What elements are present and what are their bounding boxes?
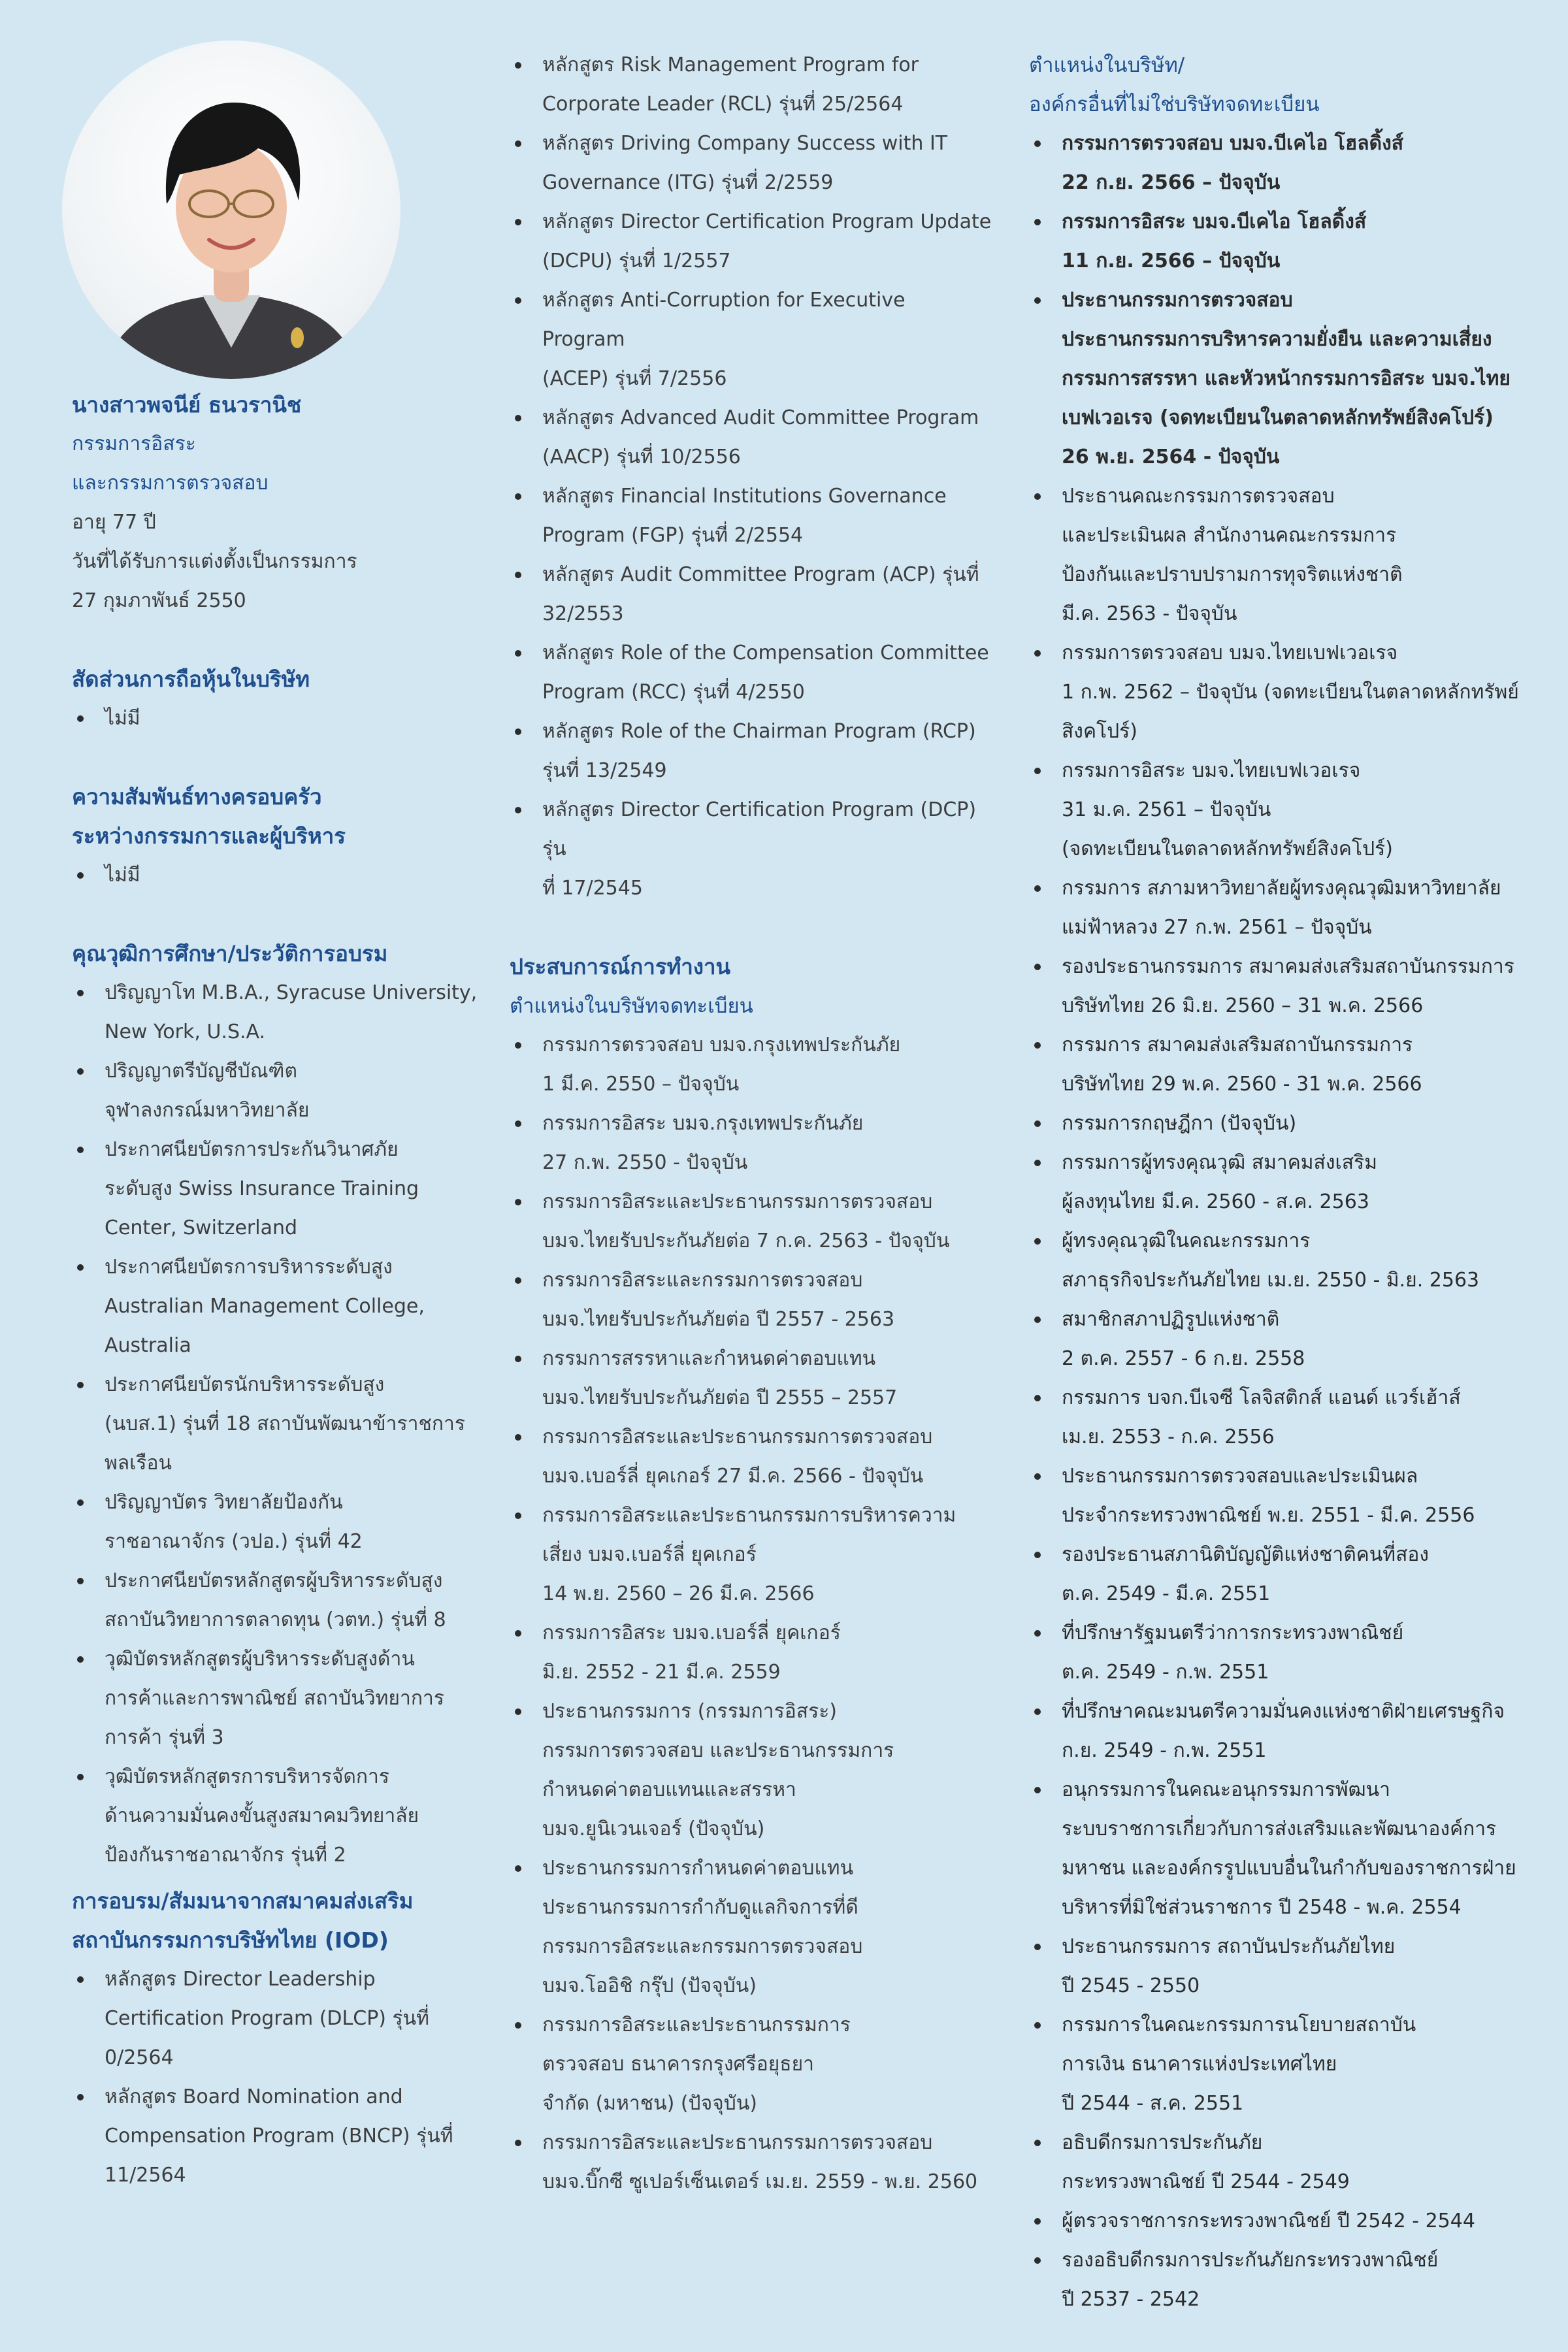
other-position-item-line: ประธานกรรมการตรวจสอบ (1062, 289, 1293, 312)
education-item-line: ด้านความมั่นคงขั้นสูงสมาคมวิทยาลัย (105, 1805, 419, 1827)
iod-course-item-line: หลักสูตร Role of the Chairman Program (RCP) (542, 720, 976, 743)
listed-position-item-line: เสี่ยง บมจ.เบอร์ลี่ ยุคเกอร์ (542, 1543, 757, 1566)
listed-position-item (510, 1261, 993, 1339)
listed-position-item (510, 1849, 993, 2006)
other-position-item (1029, 751, 1552, 869)
iod-course-item-line: หลักสูตร Financial Institutions Governance (542, 485, 947, 508)
other-position-item-line: ต.ค. 2549 - ก.พ. 2551 (1062, 1661, 1269, 1684)
listed-position-item-line: ประธานกรรมการกำหนดค่าตอบแทน (542, 1857, 854, 1880)
other-position-item (1029, 477, 1552, 634)
other-position-item-line: ผู้ลงทุนไทย มี.ค. 2560 - ส.ค. 2563 (1062, 1190, 1369, 1213)
other-position-item-line: กรรมการตรวจสอบ บมจ.ไทยเบฟเวอเรจ (1062, 642, 1398, 664)
listed-position-item-line: กรรมการตรวจสอบ บมจ.กรุงเทพประกันภัย (542, 1034, 901, 1056)
other-position-item (1029, 1143, 1552, 1222)
listed-position-item-line: กรรมการอิสระ บมจ.เบอร์ลี่ ยุคเกอร์ (542, 1622, 841, 1644)
education-item (72, 1483, 490, 1561)
other-position-item-line: 1 ก.พ. 2562 – ปัจจุบัน (จดทะเบียนในตลาดหลักทรัพย์ (1062, 681, 1519, 704)
other-position-item (1029, 2006, 1552, 2123)
other-position-item-line: กระทรวงพาณิชย์ ปี 2544 - 2549 (1062, 2170, 1350, 2193)
listed-position-item-line: กำหนดค่าตอบแทนและสรรหา (542, 1778, 796, 1801)
listed-position-item-line: บมจ.ไทยรับประกันภัยต่อ ปี 2555 – 2557 (542, 1386, 898, 1409)
iod-title-1: การอบรม/สัมมนาจากสมาคมส่งเสริม (72, 1888, 414, 1914)
other-position-item (1029, 1927, 1552, 2006)
iod-course-item-line: หลักสูตร Audit Committee Program (ACP) รุ่นที่ (542, 563, 979, 586)
director-portrait (62, 41, 400, 379)
other-position-item (1029, 1692, 1552, 1771)
listed-position-item-line: บมจ.ไทยรับประกันภัยต่อ 7 ก.ค. 2563 - ปัจจุบัน (542, 1230, 950, 1252)
education-item-line: ระดับสูง Swiss Insurance Training (105, 1177, 419, 1200)
iod-course-item (510, 555, 993, 634)
other-position-item (1029, 947, 1552, 1026)
iod-course-item-line: หลักสูตร Director Leadership (105, 1968, 376, 1991)
other-position-item (1029, 2241, 1552, 2319)
other-position-item (1029, 1104, 1552, 1143)
other-position-item-line: อธิบดีกรมการประกันภัย (1062, 2131, 1263, 2154)
listed-position-item-line: บมจ.ไทยรับประกันภัยต่อ ปี 2557 - 2563 (542, 1308, 895, 1331)
iod-course-item (510, 634, 993, 712)
other-position-item-line: มหาชน และองค์กรรูปแบบอื่นในกำกับของราชการฝ่าย (1062, 1857, 1516, 1880)
other-position-item (1029, 1026, 1552, 1104)
iod-course-item-line: หลักสูตร Risk Management Program for (542, 54, 919, 76)
other-position-item-line: ที่ปรึกษาคณะมนตรีความมั่นคงแห่งชาติฝ่ายเศรษฐกิจ (1062, 1700, 1505, 1723)
other-position-item-line: ประจำกระทรวงพาณิชย์ พ.ย. 2551 - มี.ค. 2556 (1062, 1504, 1475, 1527)
iod-course-item-line: (AACP) รุ่นที่ 10/2556 (542, 446, 741, 468)
other-position-item-line: กรรมการอิสระ บมจ.ไทยเบฟเวอเรจ (1062, 759, 1361, 782)
other-position-item-line: 31 ม.ค. 2561 – ปัจจุบัน (1062, 798, 1271, 821)
iod-course-item (510, 399, 993, 477)
listed-position-item (510, 2006, 993, 2123)
education-item-line: วุฒิบัตรหลักสูตรผู้บริหารระดับสูงด้าน (105, 1648, 415, 1671)
listed-position-item-line: มิ.ย. 2552 - 21 มี.ค. 2559 (542, 1661, 781, 1684)
listed-position-item-line: กรรมการอิสระและประธานกรรมการตรวจสอบ (542, 1190, 933, 1213)
other-position-item-line: บริษัทไทย 26 มิ.ย. 2560 – 31 พ.ค. 2566 (1062, 994, 1424, 1017)
iod-course-item-line: หลักสูตร Board Nomination and (105, 2085, 403, 2108)
iod-course-item (72, 1960, 490, 2078)
other-position-item-line: กรรมการกฤษฎีกา (ปัจจุบัน) (1062, 1112, 1297, 1135)
other-position-item-line: ปี 2545 - 2550 (1062, 1974, 1200, 1997)
education-item-line: ประกาศนียบัตรการประกันวินาศภัย (105, 1138, 399, 1161)
iod-course-item-line: หลักสูตร Driving Company Success with IT (542, 132, 948, 155)
listed-position-item (510, 1104, 993, 1183)
listed-company-title: ตำแหน่งในบริษัทจดทะเบียน (510, 994, 753, 1018)
iod-course-item-line: 0/2564 (105, 2046, 174, 2069)
education-item-line: ราชอาณาจักร (วปอ.) รุ่นที่ 42 (105, 1530, 363, 1553)
family-title-1: ความสัมพันธ์ทางครอบครัว (72, 784, 322, 809)
education-item (72, 1561, 490, 1640)
iod-course-item-line: หลักสูตร Director Certification Program Update (542, 210, 992, 233)
other-position-item (1029, 1771, 1552, 1927)
other-position-item (1029, 869, 1552, 947)
other-position-item-line: ระบบราชการเกี่ยวกับการส่งเสริมและพัฒนาองค์การ (1062, 1818, 1497, 1840)
listed-position-item-line: บมจ.ยูนิเวนเจอร์ (ปัจจุบัน) (542, 1818, 765, 1840)
education-item-line: ประกาศนียบัตรหลักสูตรผู้บริหารระดับสูง (105, 1569, 443, 1592)
family-value: ไม่มี (72, 856, 490, 895)
other-position-item-line: กรรมการ สมาคมส่งเสริมสถาบันกรรมการ (1062, 1034, 1413, 1056)
education-item (72, 1365, 490, 1483)
iod-course-item-line: หลักสูตร Anti-Corruption for Executive Program (542, 289, 906, 351)
listed-position-item-line: จำกัด (มหาชน) (ปัจจุบัน) (542, 2092, 757, 2115)
director-position-2: และกรรมการตรวจสอบ (72, 472, 269, 495)
other-position-item-line: รองประธานกรรมการ สมาคมส่งเสริมสถาบันกรรมการ (1062, 955, 1514, 978)
listed-position-item-line: บมจ.โออิชิ กรุ๊ป (ปัจจุบัน) (542, 1974, 757, 1997)
iod-course-item-line: (DCPU) รุ่นที่ 1/2557 (542, 250, 731, 272)
iod-course-item-line: Certification Program (DLCP) รุ่นที่ (105, 2007, 429, 2030)
education-item-line: ประกาศนียบัตรการบริหารระดับสูง (105, 1256, 393, 1279)
listed-position-item-line: กรรมการอิสระและกรรมการตรวจสอบ (542, 1935, 863, 1958)
appointed-date: 27 กุมภาพันธ์ 2550 (72, 589, 246, 612)
other-position-item-line: เม.ย. 2553 - ก.ค. 2556 (1062, 1426, 1275, 1448)
education-item-line: Center, Switzerland (105, 1217, 298, 1239)
listed-position-item-line: 14 พ.ย. 2560 – 26 มี.ค. 2566 (542, 1582, 815, 1605)
other-position-item (1029, 1379, 1552, 1457)
other-position-item-line: ปี 2544 - ส.ค. 2551 (1062, 2092, 1244, 2115)
listed-position-item (510, 1026, 993, 1104)
iod-course-list-middle (510, 46, 993, 908)
listed-position-item-line: 27 ก.พ. 2550 - ปัจจุบัน (542, 1151, 748, 1174)
listed-position-item (510, 1614, 993, 1692)
other-position-item (1029, 1614, 1552, 1692)
education-item (72, 1052, 490, 1130)
other-position-item-line: ต.ค. 2549 - มี.ค. 2551 (1062, 1582, 1271, 1605)
education-item-line: ประกาศนียบัตรนักบริหารระดับสูง (105, 1373, 385, 1396)
other-position-item-line: อนุกรรมการในคณะอนุกรรมการพัฒนา (1062, 1778, 1391, 1801)
listed-position-item-line: 1 มี.ค. 2550 – ปัจจุบัน (542, 1073, 740, 1096)
education-item-line: ปริญญาโท M.B.A., Syracuse University, (105, 981, 478, 1004)
education-item (72, 1130, 490, 1248)
iod-course-item-line: ที่ 17/2545 (542, 877, 643, 900)
other-position-item-line: กรรมการสรรหา และหัวหน้ากรรมการอิสระ บมจ.ไทย (1062, 367, 1511, 390)
experience-title: ประสบการณ์การทำงาน (510, 954, 731, 979)
iod-course-item (510, 46, 993, 124)
other-position-item (1029, 634, 1552, 751)
iod-course-item-line: Governance (ITG) รุ่นที่ 2/2559 (542, 171, 834, 194)
iod-course-item-line: 11/2564 (105, 2164, 186, 2187)
iod-course-item (72, 2078, 490, 2195)
education-item-line: ปริญญาบัตร วิทยาลัยป้องกัน (105, 1491, 343, 1514)
other-position-item-line: ก.ย. 2549 - ก.พ. 2551 (1062, 1739, 1267, 1762)
education-item (72, 973, 490, 1052)
education-title: คุณวุฒิการศึกษา/ประวัติการอบรม (72, 941, 388, 966)
other-position-item-line: ประธานคณะกรรมการตรวจสอบ (1062, 485, 1335, 508)
iod-course-item-line: รุ่นที่ 13/2549 (542, 759, 667, 782)
listed-position-item-line: ประธานกรรมการ (กรรมการอิสระ) (542, 1700, 838, 1723)
listed-position-item-line: กรรมการอิสระและประธานกรรมการตรวจสอบ (542, 1426, 933, 1448)
other-position-item (1029, 2123, 1552, 2202)
other-position-item-line: กรรมการผู้ทรงคุณวุฒิ สมาคมส่งเสริม (1062, 1151, 1377, 1174)
iod-course-item-line: หลักสูตร Director Certification Program (DCP) รุ่น (542, 798, 977, 860)
listed-position-item (510, 1183, 993, 1261)
director-position-1: กรรมการอิสระ (72, 433, 196, 455)
iod-course-item-line: Compensation Program (BNCP) รุ่นที่ (105, 2125, 453, 2148)
director-age: อายุ 77 ปี (72, 511, 156, 534)
other-position-item-line: กรรมการอิสระ บมจ.บีเคไอ โฮลดิ้งส์ (1062, 210, 1367, 233)
other-position-item-line: และประเมินผล สำนักงานคณะกรรมการ (1062, 524, 1397, 547)
listed-position-item-line: กรรมการอิสระและประธานกรรมการ (542, 2014, 851, 2036)
other-position-item (1029, 1535, 1552, 1614)
other-position-item-line: กรรมการ สภามหาวิทยาลัยผู้ทรงคุณวุฒิมหาวิทยาลัย (1062, 877, 1501, 900)
appointed-label: วันที่ได้รับการแต่งตั้งเป็นกรรมการ (72, 550, 357, 573)
other-position-item-line: ประธานกรรมการบริหารความยั่งยืน และความเสี่ยง (1062, 328, 1492, 351)
other-position-item (1029, 2202, 1552, 2241)
education-item-line: ป้องกันราชอาณาจักร รุ่นที่ 2 (105, 1844, 346, 1867)
education-item-line: Australia (105, 1334, 191, 1357)
listed-position-item (510, 1339, 993, 1418)
education-item-line: การค้าและการพาณิชย์ สถาบันวิทยาการ (105, 1687, 444, 1710)
other-position-item-line: ประธานกรรมการ สถาบันประกันภัยไทย (1062, 1935, 1396, 1958)
shareholding-value: ไม่มี (72, 699, 490, 738)
iod-course-item-line: (ACEP) รุ่นที่ 7/2556 (542, 367, 727, 390)
iod-course-item-line: 32/2553 (542, 602, 624, 625)
other-position-item-line: แม่ฟ้าหลวง 27 ก.พ. 2561 – ปัจจุบัน (1062, 916, 1372, 939)
listed-position-item-line: กรรมการอิสระและประธานกรรมการตรวจสอบ (542, 2131, 933, 2154)
listed-position-item-line: กรรมการตรวจสอบ และประธานกรรมการ (542, 1739, 894, 1762)
iod-course-item-line: หลักสูตร Role of the Compensation Committee (542, 642, 989, 664)
other-position-item-line: ประธานกรรมการตรวจสอบและประเมินผล (1062, 1465, 1418, 1488)
other-position-item-line: สมาชิกสภาปฏิรูปแห่งชาติ (1062, 1308, 1280, 1331)
other-position-item-line: 2 ต.ค. 2557 - 6 ก.ย. 2558 (1062, 1347, 1305, 1370)
listed-position-item (510, 1496, 993, 1614)
iod-course-list-left (72, 1960, 490, 2195)
listed-position-item-line: กรรมการอิสระและกรรมการตรวจสอบ (542, 1269, 863, 1292)
other-position-item-line: ปี 2537 - 2542 (1062, 2288, 1200, 2311)
listed-position-item-line: ตรวจสอบ ธนาคารกรุงศรีอยุธยา (542, 2053, 815, 2076)
other-position-item-line: รองประธานสภานิติบัญญัติแห่งชาติคนที่สอง (1062, 1543, 1429, 1566)
listed-position-list (510, 1026, 993, 2202)
other-position-item (1029, 281, 1552, 477)
listed-position-item (510, 2123, 993, 2202)
iod-course-item-line: Program (RCC) รุ่นที่ 4/2550 (542, 681, 805, 704)
education-item-line: จุฬาลงกรณ์มหาวิทยาลัย (105, 1099, 310, 1122)
listed-position-item-line: กรรมการสรรหาและกำหนดค่าตอบแทน (542, 1347, 876, 1370)
other-position-item-line: (จดทะเบียนในตลาดหลักทรัพย์สิงคโปร์) (1062, 838, 1393, 860)
education-item-line: (นบส.1) รุ่นที่ 18 สถาบันพัฒนาข้าราชการ (105, 1413, 465, 1435)
iod-course-item-line: หลักสูตร Advanced Audit Committee Program (542, 406, 979, 429)
iod-course-item-line: Corporate Leader (RCL) รุ่นที่ 25/2564 (542, 93, 904, 116)
iod-course-item (510, 791, 993, 908)
other-position-item-line: เบฟเวอเรจ (จดทะเบียนในตลาดหลักทรัพย์สิงคโปร์) (1062, 406, 1494, 429)
education-item-line: การค้า รุ่นที่ 3 (105, 1726, 224, 1749)
iod-course-item (510, 281, 993, 399)
other-position-item (1029, 124, 1552, 203)
other-position-item-line: กรรมการ บจก.บีเจซี โลจิสติกส์ แอนด์ แวร์เฮ้าส์ (1062, 1386, 1461, 1409)
other-position-item-line: บริหารที่มิใช่ส่วนราชการ ปี 2548 - พ.ค. 2554 (1062, 1896, 1462, 1919)
other-position-item (1029, 1222, 1552, 1300)
other-position-item-line: ผู้ตรวจราชการกระทรวงพาณิชย์ ปี 2542 - 2544 (1062, 2210, 1475, 2232)
other-position-item-line: การเงิน ธนาคารแห่งประเทศไทย (1062, 2053, 1337, 2076)
other-position-item (1029, 203, 1552, 281)
education-item (72, 1757, 490, 1875)
listed-position-item-line: ประธานกรรมการกำกับดูแลกิจการที่ดี (542, 1896, 858, 1919)
iod-course-item-line: Program (FGP) รุ่นที่ 2/2554 (542, 524, 804, 547)
listed-position-item-line: กรรมการอิสระและประธานกรรมการบริหารความ (542, 1504, 956, 1527)
other-position-item-line: ผู้ทรงคุณวุฒิในคณะกรรมการ (1062, 1230, 1311, 1252)
other-position-list (1029, 124, 1552, 2319)
other-position-item-line: 11 ก.ย. 2566 – ปัจจุบัน (1062, 250, 1281, 272)
other-position-item-line: สภาธุรกิจประกันภัยไทย เม.ย. 2550 - มิ.ย. 2563 (1062, 1269, 1480, 1292)
other-position-item (1029, 1457, 1552, 1535)
education-item-line: Australian Management College, (105, 1295, 425, 1318)
other-position-item-line: กรรมการในคณะกรรมการนโยบายสถาบัน (1062, 2014, 1416, 2036)
other-position-item-line: รองอธิบดีกรมการประกันภัยกระทรวงพาณิชย์ (1062, 2249, 1439, 2272)
other-org-title-2: องค์กรอื่นที่ไม่ใช่บริษัทจดทะเบียน (1029, 93, 1320, 116)
education-item-line: สถาบันวิทยาการตลาดทุน (วตท.) รุ่นที่ 8 (105, 1609, 446, 1631)
iod-title-2: สถาบันกรรมการบริษัทไทย (IOD) (72, 1927, 389, 1953)
other-position-item (1029, 1300, 1552, 1379)
other-position-item-line: ป้องกันและปราบปรามการทุจริตแห่งชาติ (1062, 563, 1403, 586)
other-position-item-line: ที่ปรึกษารัฐมนตรีว่าการกระทรวงพาณิชย์ (1062, 1622, 1404, 1644)
education-item-line: วุฒิบัตรหลักสูตรการบริหารจัดการ (105, 1765, 390, 1788)
education-item (72, 1640, 490, 1757)
family-title-2: ระหว่างกรรมการและผู้บริหาร (72, 823, 346, 849)
other-position-item-line: สิงคโปร์) (1062, 720, 1138, 743)
other-position-item-line: กรรมการตรวจสอบ บมจ.บีเคไอ โฮลดิ้งส์ (1062, 132, 1404, 155)
listed-position-item-line: บมจ.เบอร์ลี่ ยุคเกอร์ 27 มี.ค. 2566 - ปัจจุบัน (542, 1465, 924, 1488)
other-position-item-line: บริษัทไทย 29 พ.ค. 2560 - 31 พ.ค. 2566 (1062, 1073, 1422, 1096)
listed-position-item-line: กรรมการอิสระ บมจ.กรุงเทพประกันภัย (542, 1112, 864, 1135)
shareholding-title: สัดส่วนการถือหุ้นในบริษัท (72, 666, 310, 692)
listed-position-item (510, 1692, 993, 1849)
iod-course-item (510, 477, 993, 555)
education-item-line: New York, U.S.A. (105, 1021, 266, 1043)
iod-course-item (510, 124, 993, 203)
other-position-item-line: มี.ค. 2563 - ปัจจุบัน (1062, 602, 1237, 625)
iod-course-item (510, 712, 993, 791)
director-name: นางสาวพจนีย์ ธนวรานิช (72, 392, 302, 417)
iod-course-item (510, 203, 993, 281)
education-list (72, 973, 490, 1875)
listed-position-item (510, 1418, 993, 1496)
education-item-line: พลเรือน (105, 1452, 172, 1475)
other-position-item-line: 26 พ.ย. 2564 - ปัจจุบัน (1062, 446, 1280, 468)
education-item-line: ปริญญาตรีบัญชีบัณฑิต (105, 1060, 297, 1083)
other-org-title-1: ตำแหน่งในบริษัท/ (1029, 54, 1185, 77)
education-item (72, 1248, 490, 1365)
other-position-item-line: 22 ก.ย. 2566 – ปัจจุบัน (1062, 171, 1281, 194)
listed-position-item-line: บมจ.บิ๊กซี ซูเปอร์เซ็นเตอร์ เม.ย. 2559 - พ.ย. 2560 (542, 2170, 978, 2193)
